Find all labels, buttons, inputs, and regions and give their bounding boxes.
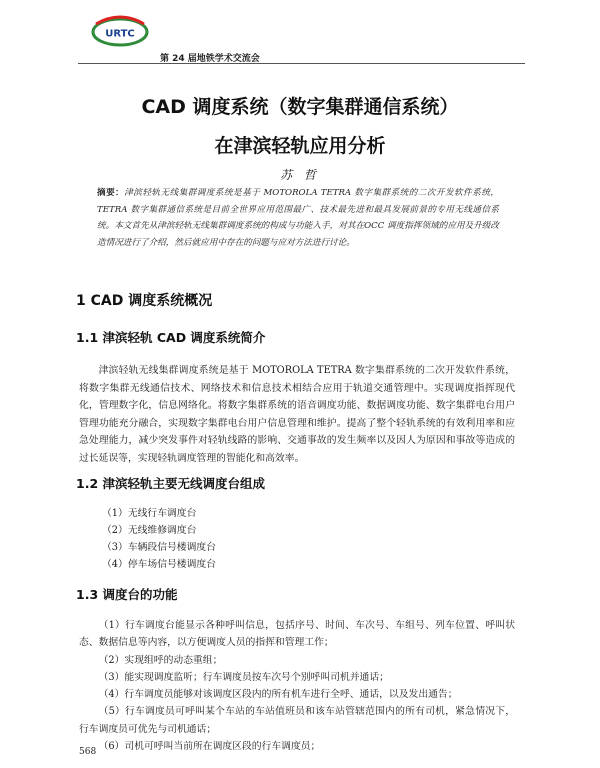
abstract: [97, 185, 499, 251]
section-1-2-heading: 1.2 津滨轻轨主要无线调度台组成: [76, 476, 265, 491]
section-1-1-heading: 1.1 津滨轻轨 CAD 调度系统简介: [76, 330, 266, 345]
urtc-logo: [90, 14, 150, 48]
section-1-2-list: [102, 505, 216, 573]
paper-title-line2: 在津滨轻轨应用分析: [214, 135, 386, 157]
page-number: 568: [79, 747, 97, 757]
list-item: （2）无线维修调度台: [102, 525, 197, 536]
conference-name: 第 24 届地铁学术交流会: [160, 54, 260, 64]
abstract-text: 津滨轻轨无线集群调度系统是基于 MOTOROLA TETRA 数字集群系统的二次开发软件系统，TETRA 数字集群通信系统是目前全世界应用范围最广、技术最先进和最具发展前景的专用无线通信系统。本文首先从津滨轻轨无线集群调度系统的构成与功能入手，对其在OCC 调度指挥领域的应用及升级改造情况进行了介绍，然后就应用中存在的问题与应对方法进行讨论。: [97, 188, 499, 248]
list-item: （3）车辆段信号楼调度台: [102, 542, 216, 553]
author: 苏 哲: [280, 168, 320, 182]
section-1-1-paragraph: 津滨轻轨无线集群调度系统是基于 MOTOROLA TETRA 数字集群系统的二次开发软件系统，将数字集群无线通信技术、网络技术和信息技术相结合应用于轨道交通管理中。实现调度指挥现代化，管理数字化，信息网络化。将数字集群系统的语音调度功能、数据调度功能、数字集群电台用户管理功能充分融合，实现数字集群电台用户信息管理和维护。提高了整个轻轨系统的有效利用率和应急处理能力，减少突发事件对轻轨线路的影响、交通事故的发生频率以及因人为原因和事故等造成的过长延误等，实现轻轨调度管理的智能化和高效率。: [79, 365, 515, 464]
list-item: （5）行车调度员可呼叫某个车站的车站值班员和该车站管辖范围内的所有司机，紧急情况下，行车调度员可优先与司机通话；: [79, 706, 515, 735]
header-divider: [78, 63, 525, 64]
section-1-3-list: [79, 617, 515, 755]
list-item: （4）行车调度员能够对该调度区段内的所有机车进行全呼、通话，以及发出通告；: [98, 689, 458, 701]
section-1-heading: 1 CAD 调度系统概况: [76, 293, 213, 309]
list-item: （2）实现组呼的动态重组；: [98, 654, 223, 666]
list-item: （4）停车场信号楼调度台: [102, 559, 216, 570]
paper-title-line1: CAD 调度系统（数字集群通信系统）: [141, 96, 459, 118]
list-item: （1）行车调度台能显示各种呼叫信息，包括序号、时间、车次号、车组号、列车位置、呼叫状态、数据信息等内容，以方便调度人员的指挥和管理工作；: [79, 620, 515, 649]
logo-text: URTC: [105, 28, 135, 40]
list-item: （3）能实现调度监听；行车调度员按车次号个别呼叫司机并通话；: [98, 671, 389, 683]
abstract-label: 摘要：: [97, 188, 125, 198]
list-item: （6）司机可呼叫当前所在调度区段的行车调度员；: [98, 741, 321, 753]
section-1-3-heading: 1.3 调度台的功能: [76, 587, 178, 602]
list-item: （1）无线行车调度台: [102, 508, 197, 519]
